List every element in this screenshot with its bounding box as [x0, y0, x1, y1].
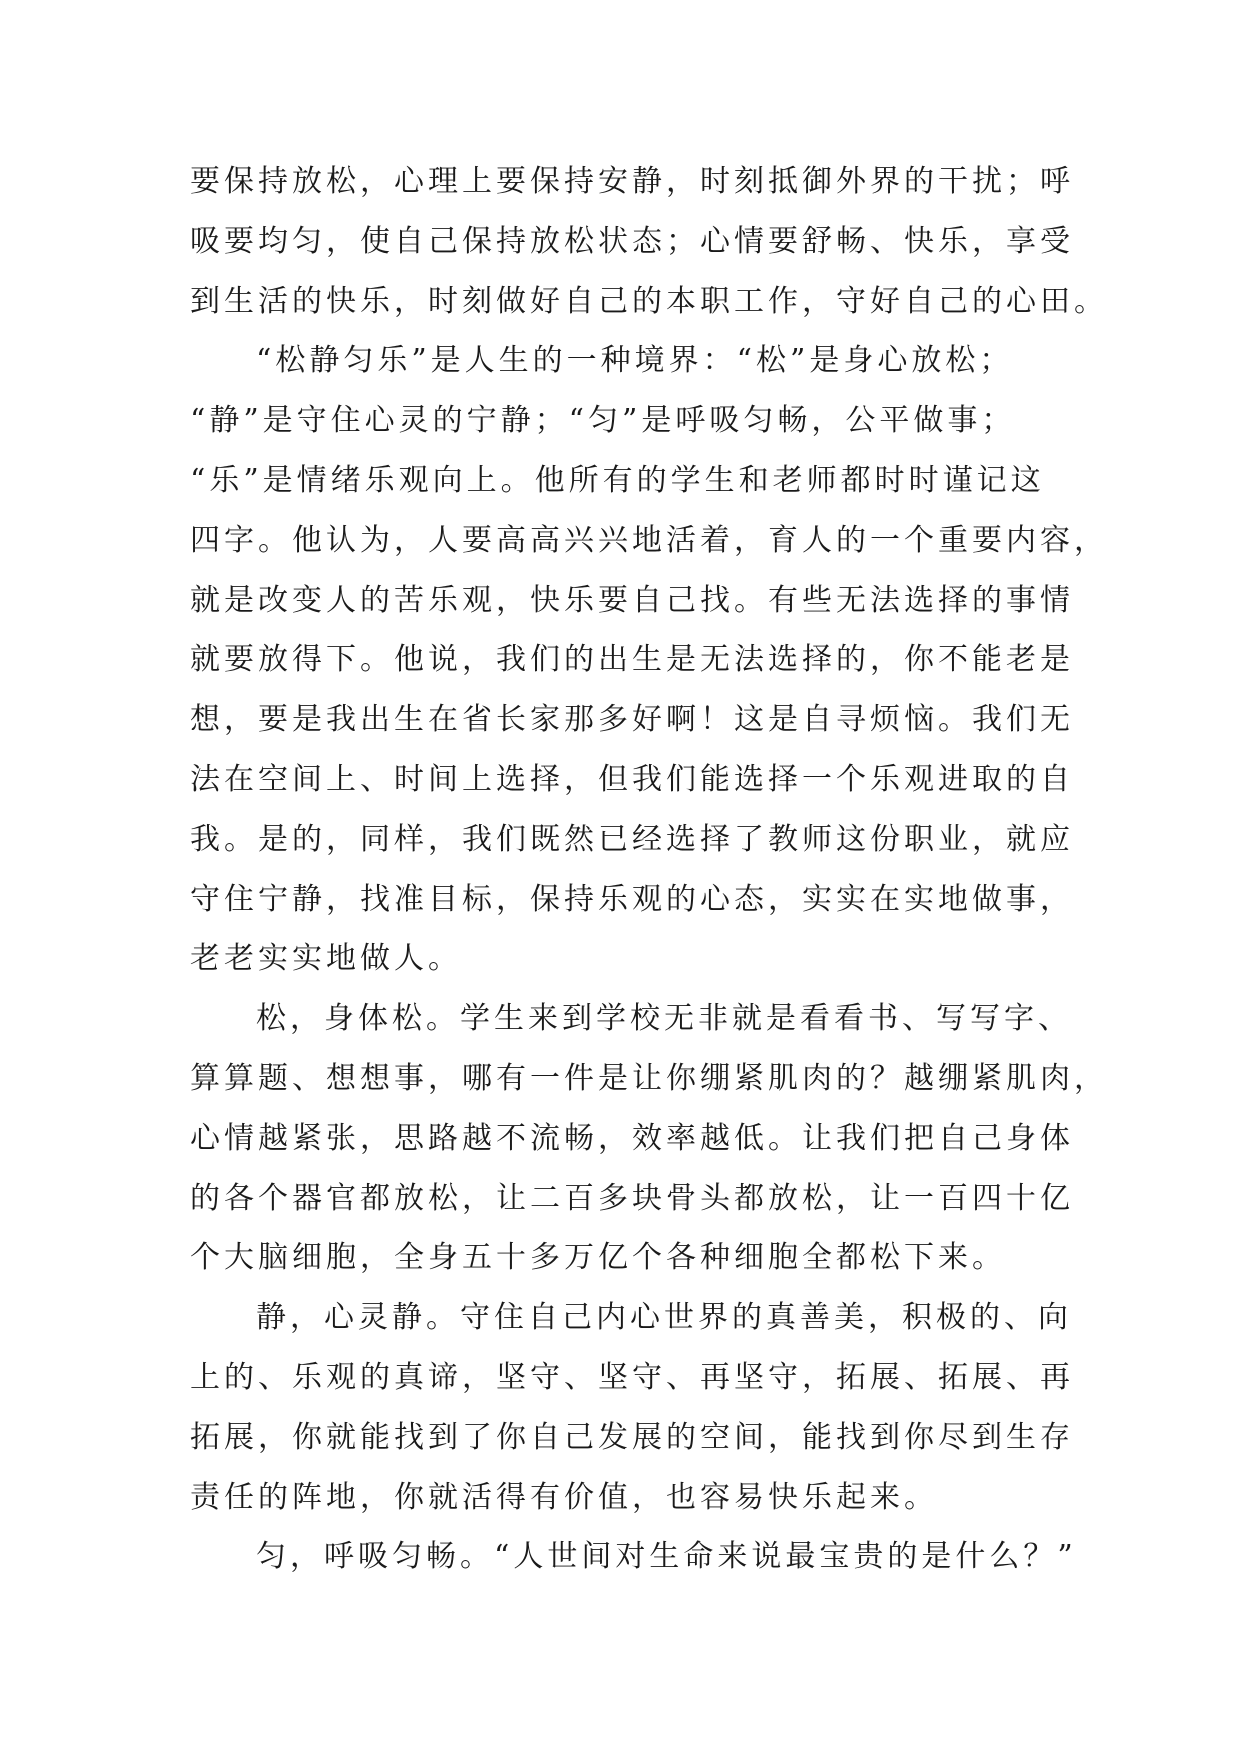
text-line: 要保持放松，心理上要保持安静，时刻抵御外界的干扰；呼 [190, 164, 1074, 199]
text-line: 老老实实地做人。 [190, 941, 462, 977]
text-line: 算算题、想想事，哪有一件是让你绷紧肌肉的？越绷紧肌肉， [190, 1060, 1108, 1096]
text-line: 个大脑细胞，全身五十多万亿个各种细胞全都松下来。 [190, 1240, 1006, 1276]
text-line: 匀，呼吸匀畅。“人世间对生命来说最宝贵的是什么？” [256, 1539, 1077, 1575]
text-line: 静，心灵静。守住自己内心世界的真善美，积极的、向 [256, 1300, 1072, 1336]
text-line: 到生活的快乐，时刻做好自己的本职工作，守好自己的心田。 [190, 283, 1108, 319]
text-line: 松，身体松。学生来到学校无非就是看看书、写写字、 [256, 1001, 1072, 1037]
text-line: “松静匀乐”是人生的一种境界：“松”是身心放松； [256, 343, 1014, 379]
text-line: 责任的阵地，你就活得有价值，也容易快乐起来。 [190, 1479, 938, 1515]
body-text [190, 152, 1108, 1587]
text-line: 的各个器官都放松，让二百多块骨头都放松，让一百四十亿 [190, 1180, 1074, 1216]
text-line: 四字。他认为，人要高高兴兴地活着，育人的一个重要内容， [190, 522, 1108, 558]
text-line: “乐”是情绪乐观向上。他所有的学生和老师都时时谨记这 [190, 462, 1045, 498]
text-line: 我。是的，同样，我们既然已经选择了教师这份职业，就应 [190, 821, 1074, 857]
text-line: 上的、乐观的真谛，坚守、坚守、再坚守，拓展、拓展、再 [190, 1359, 1074, 1395]
text-line: 想，要是我出生在省长家那多好啊！这是自寻烦恼。我们无 [190, 702, 1074, 738]
text-line: 法在空间上、时间上选择，但我们能选择一个乐观进取的自 [190, 761, 1074, 797]
text-line: 就要放得下。他说，我们的出生是无法选择的，你不能老是 [190, 642, 1074, 678]
text-line: 拓展，你就能找到了你自己发展的空间，能找到你尽到生存 [190, 1419, 1074, 1455]
text-line: “静”是守住心灵的宁静；“匀”是呼吸匀畅，公平做事； [190, 403, 1016, 439]
text-line: 吸要均匀，使自己保持放松状态；心情要舒畅、快乐，享受 [190, 223, 1074, 259]
text-line: 心情越紧张，思路越不流畅，效率越低。让我们把自己身体 [190, 1120, 1074, 1156]
text-line: 守住宁静，找准目标，保持乐观的心态，实实在实地做事， [190, 881, 1074, 917]
text-line: 就是改变人的苦乐观，快乐要自己找。有些无法选择的事情 [190, 582, 1074, 618]
